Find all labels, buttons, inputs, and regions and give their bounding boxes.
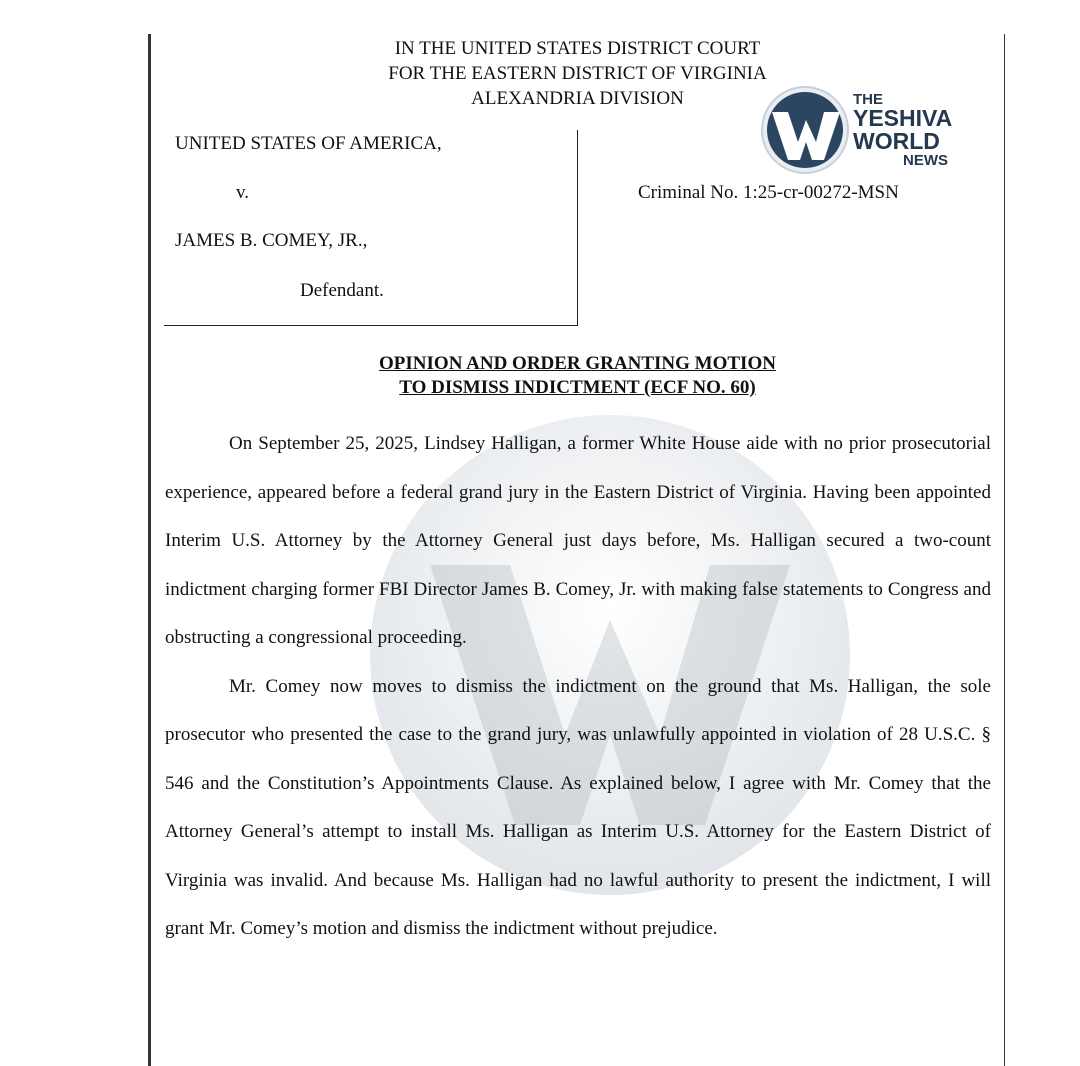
opinion-title (300, 352, 855, 400)
logo-yeshiva: YESHIVA (853, 105, 953, 131)
opinion-title-line-2: TO DISMISS INDICTMENT (ECF NO. 60) (399, 377, 756, 398)
criminal-case-number: Criminal No. 1:25-cr-00272-MSN (638, 182, 899, 203)
logo-news: NEWS (903, 152, 948, 169)
court-name: IN THE UNITED STATES DISTRICT COURT (394, 38, 761, 59)
right-margin-rule (1004, 34, 1005, 1066)
logo-world: WORLD (853, 128, 940, 154)
defendant-role: Defendant. (300, 280, 384, 301)
paragraph-2: Mr. Comey now moves to dismiss the indictment on the ground that Ms. Halligan, the sole prosecutor who presented the case to the grand jury, was unlawfully appointed in violation of 28 U.S.C. § 546 and the Constitution’s Appointments Clause. As explained below, I agree with Mr. Comey that the Attorney General’s attempt to install Ms. Halligan as Interim U.S. Attorney for the Eastern District of Virginia was invalid. And because Ms. Halligan had no lawful authority to present the indictment, I will grant Mr. Comey’s motion and dismiss the indictment without prejudice. (165, 675, 991, 939)
versus-label: v. (236, 182, 250, 203)
left-margin-rule (148, 34, 151, 1066)
opinion-title-line-1: OPINION AND ORDER GRANTING MOTION (379, 353, 776, 374)
opinion-body (165, 420, 991, 954)
plaintiff-name: UNITED STATES OF AMERICA, (175, 133, 442, 154)
paragraph-1: On September 25, 2025, Lindsey Halligan, a former White House aide with no prior prosecutorial experience, appeared before a federal grand jury in the Eastern District of Virginia. Having been appointed Interim U.S. Attorney by the Attorney General just days before, Ms. Halligan secured a two-count indictment charging former FBI Director James B. Comey, Jr. with making false statements to Congress and obstructing a congressional proceeding. (165, 433, 991, 648)
logo-wordmark (853, 92, 952, 168)
court-district: FOR THE EASTERN DISTRICT OF VIRGINIA (388, 63, 767, 84)
defendant-name: JAMES B. COMEY, JR., (175, 230, 368, 251)
court-division: ALEXANDRIA DIVISION (471, 88, 684, 109)
logo-the: THE (853, 91, 883, 108)
